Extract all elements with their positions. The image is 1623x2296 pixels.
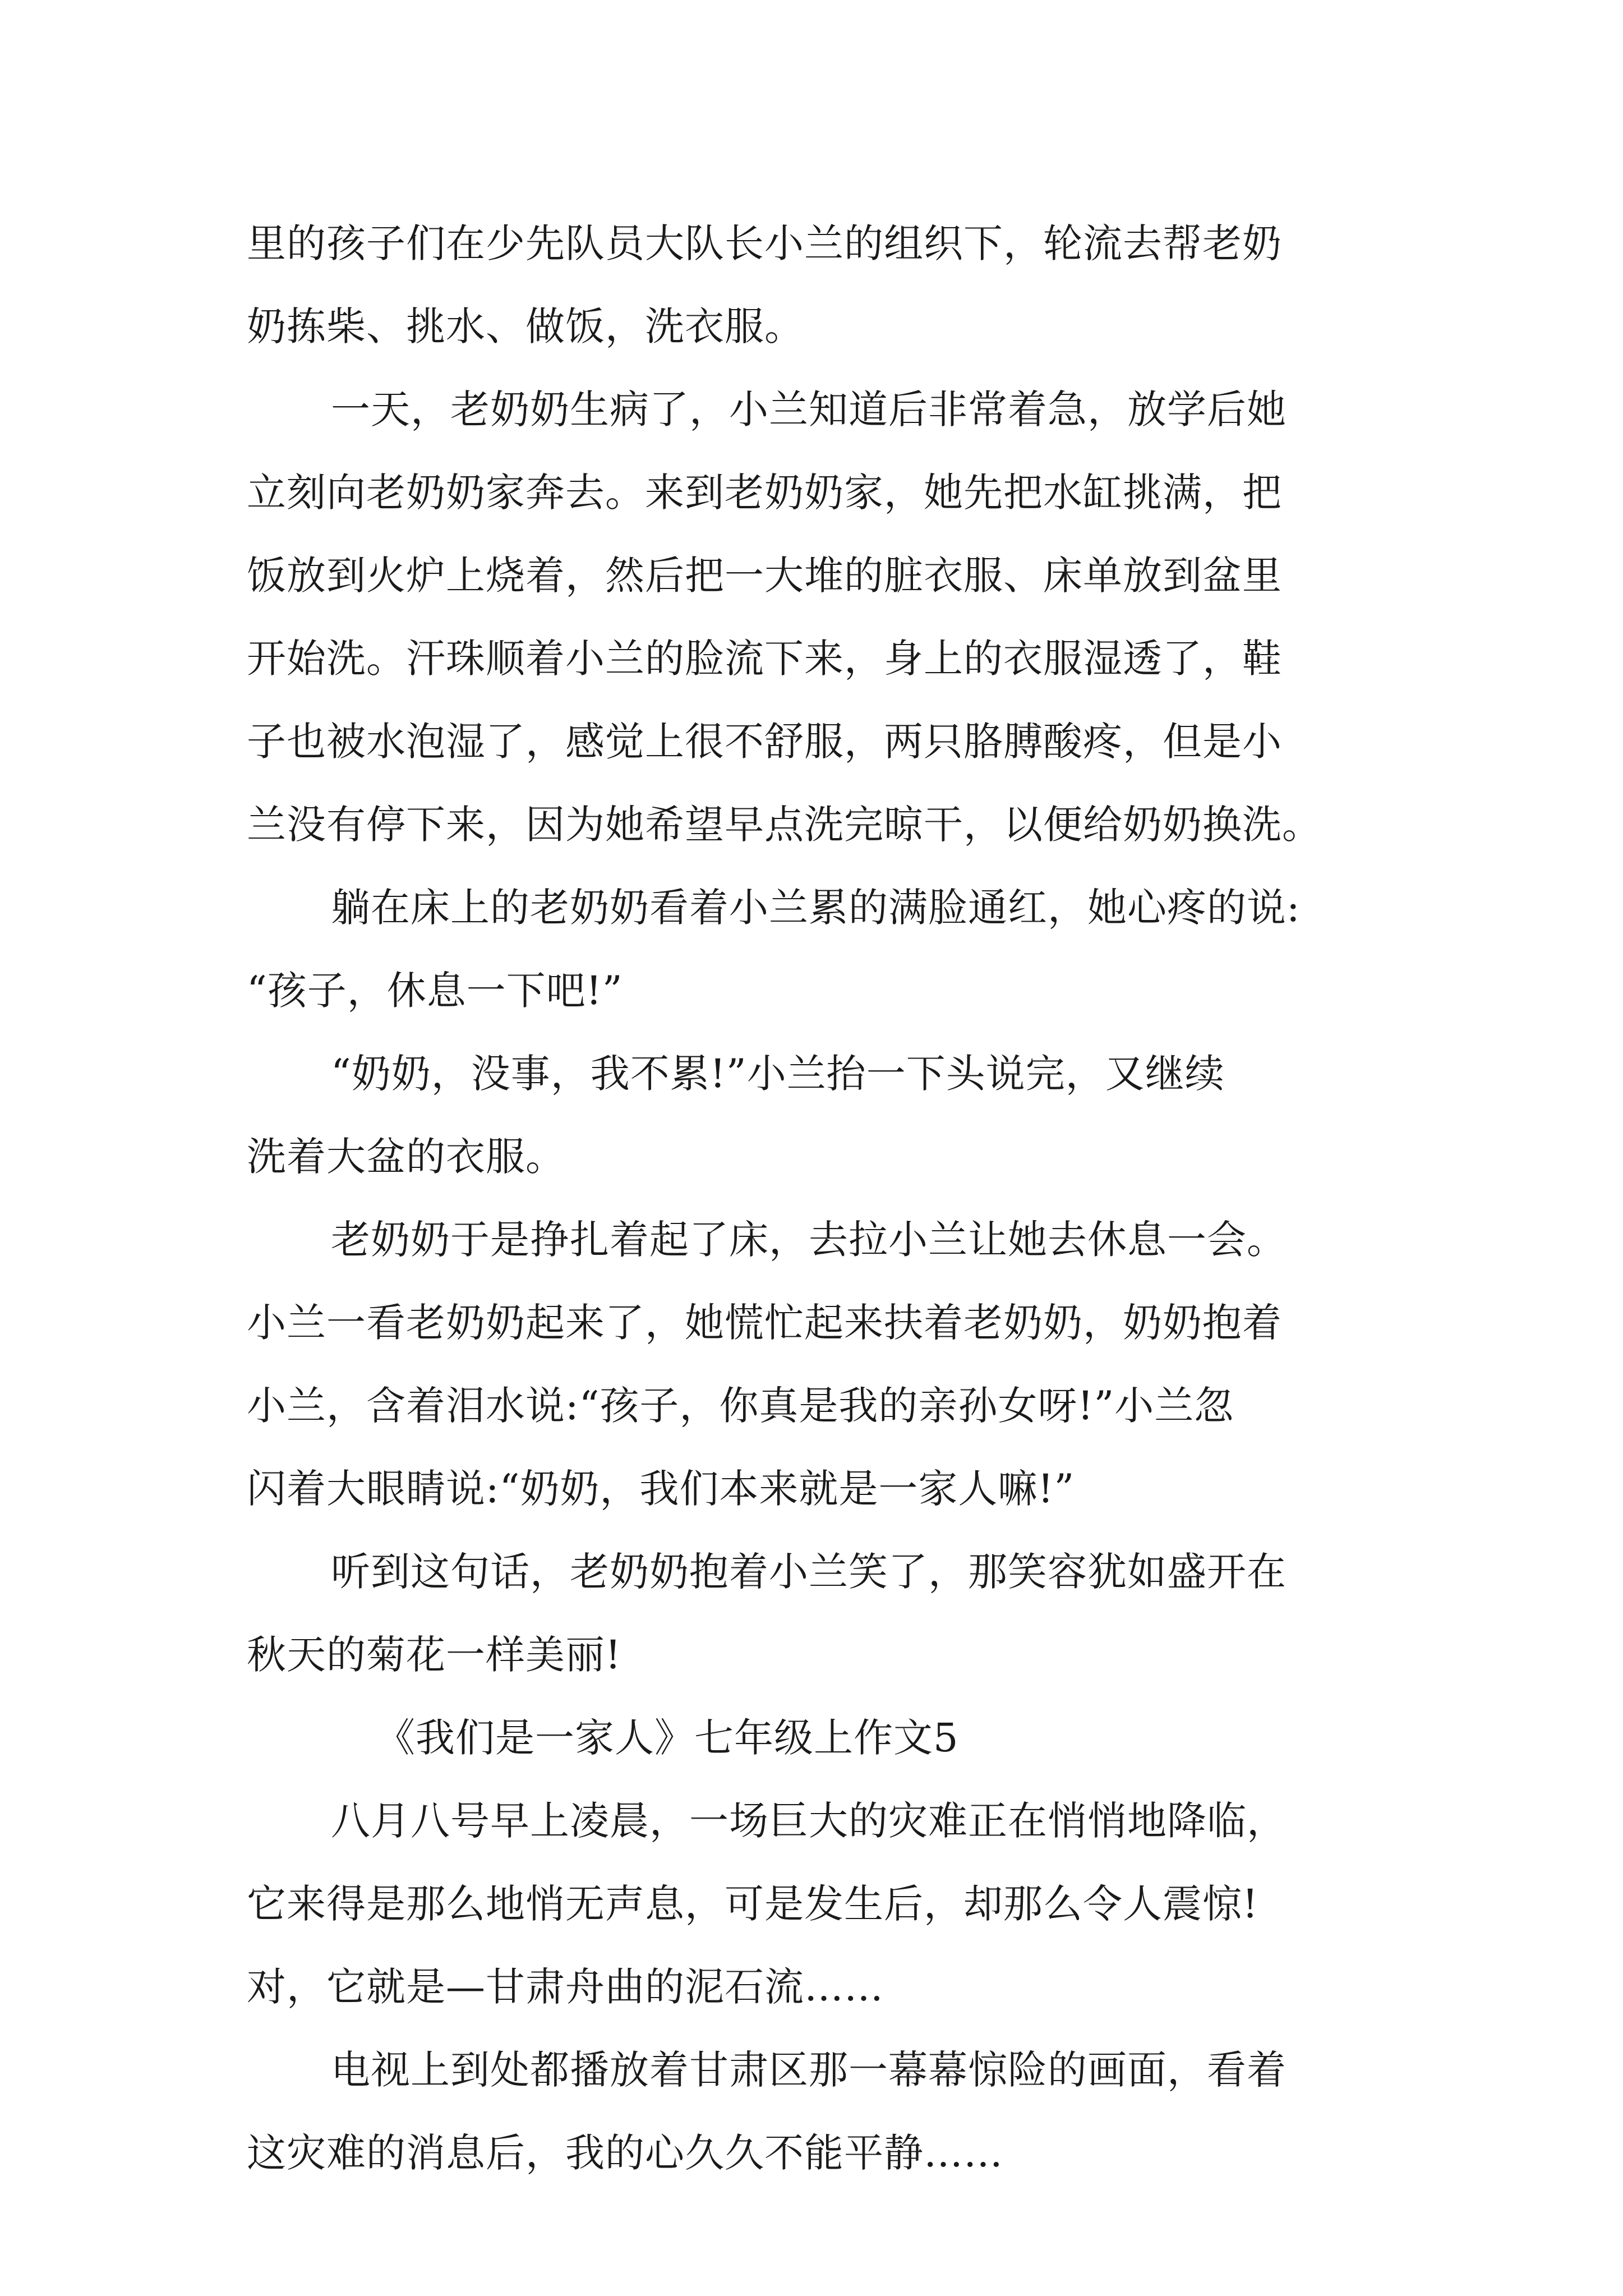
text-line: 秋天的菊花一样美丽! <box>247 1632 622 1678</box>
paragraph-start-line: 老奶奶于是挣扎着起了床，去拉小兰让她去休息一会。 <box>331 1217 1287 1263</box>
paragraph-start-line: 听到这句话，老奶奶抱着小兰笑了，那笑容犹如盛开在 <box>331 1549 1287 1595</box>
text-line: 这灾难的消息后，我的心久久不能平静…… <box>247 2130 1003 2176</box>
text-line: 奶拣柴、挑水、做饭，洗衣服。 <box>247 303 804 349</box>
paragraph-start-line: 躺在床上的老奶奶看着小兰累的满脸通红，她心疼的说: <box>331 885 1301 931</box>
text-line: 对，它就是—甘肃舟曲的泥石流…… <box>247 1964 884 2010</box>
paragraph-start-line: 八月八号早上凌晨，一场巨大的灾难正在悄悄地降临， <box>331 1798 1287 1844</box>
text-line: 立刻向老奶奶家奔去。来到老奶奶家，她先把水缸挑满，把 <box>247 470 1282 516</box>
text-line: 洗着大盆的衣服。 <box>247 1134 565 1180</box>
paragraph-start-line: 电视上到处都播放着甘肃区那一幕幕惊险的画面，看着 <box>331 2047 1287 2093</box>
text-line: “孩子，休息一下吧!” <box>247 968 623 1014</box>
text-line: 饭放到火炉上烧着，然后把一大堆的脏衣服、床单放到盆里 <box>247 553 1282 599</box>
text-line: 它来得是那么地悄无声息，可是发生后，却那么令人震惊! <box>247 1881 1259 1927</box>
document-page <box>247 202 1385 2194</box>
paragraph-start-line: “奶奶，没事，我不累!”小兰抬一下头说完，又继续 <box>331 1051 1225 1097</box>
text-line: 小兰，含着泪水说:“孩子，你真是我的亲孙女呀!”小兰忽 <box>247 1383 1234 1429</box>
text-line: 小兰一看老奶奶起来了，她慌忙起来扶着老奶奶，奶奶抱着 <box>247 1300 1282 1346</box>
paragraph-start-line: 一天，老奶奶生病了，小兰知道后非常着急，放学后她 <box>331 386 1287 432</box>
text-line: 开始洗。汗珠顺着小兰的脸流下来，身上的衣服湿透了，鞋 <box>247 636 1282 682</box>
section-heading: 《我们是一家人》七年级上作文5 <box>376 1715 959 1761</box>
text-line: 闪着大眼睛说:“奶奶，我们本来就是一家人嘛!” <box>247 1466 1075 1512</box>
text-line: 兰没有停下来，因为她希望早点洗完晾干，以便给奶奶换洗。 <box>247 802 1322 848</box>
text-line: 子也被水泡湿了，感觉上很不舒服，两只胳膊酸疼，但是小 <box>247 719 1282 765</box>
text-line: 里的孩子们在少先队员大队长小兰的组织下，轮流去帮老奶 <box>247 220 1282 266</box>
